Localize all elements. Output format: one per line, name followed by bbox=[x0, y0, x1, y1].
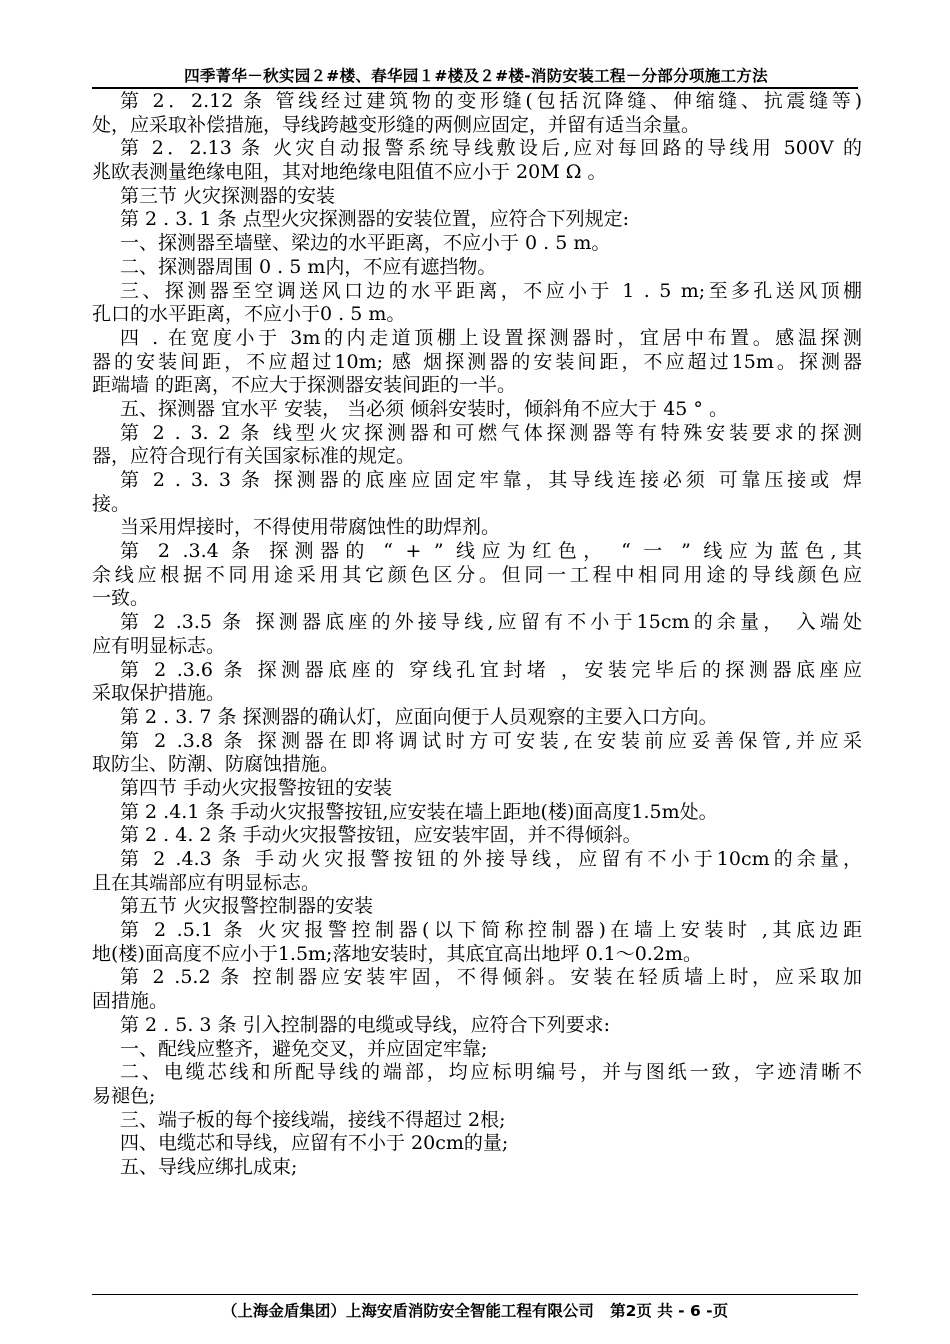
footer-page-info: 第2页 共 - 6 -页 bbox=[610, 1302, 729, 1320]
text-line: 五、探测器 宜水平 安装， 当必须 倾斜安装时，倾斜角不应大于 45 ° 。 bbox=[120, 397, 728, 420]
header-rule bbox=[92, 87, 858, 89]
text-line: 第 2 .3.4 条 探测器的 “ + ” 线应为红色， “ 一 ” 线应为蓝色,其 bbox=[120, 540, 862, 563]
page-footer bbox=[92, 1299, 858, 1321]
text-line: 三、探测器至空调送风口边的水平距离，不应小于 1 . 5 m;至多孔送风顶棚 bbox=[120, 279, 862, 302]
text-line: 应有明显标志。 bbox=[92, 634, 226, 657]
text-line: 第 2 .4.1 条 手动火灾报警按钮,应安装在墙上距地(楼)面高度1.5m处。 bbox=[120, 800, 718, 823]
page-header: 四季菁华－秋实园２#楼、春华园１#楼及２#楼-消防安装工程－分部分项施工方法 bbox=[184, 67, 768, 85]
text-line: 第 2 .4.3 条 手动火灾报警按钮的外接导线，应留有不小于10cm的余量， bbox=[120, 848, 862, 870]
text-line: 兆欧表测量绝缘电阻，其对地绝缘电阻值不应小于 20M Ω 。 bbox=[92, 161, 607, 184]
text-line: 处，应采取补偿措施，导线跨越变形缝的两侧应固定，并留有适当余量。 bbox=[92, 113, 701, 136]
text-line: 余线应根据不同用途采用其它颜色区分。但同一工程中相同用途的导线颜色应 bbox=[92, 563, 862, 586]
text-line: 固措施。 bbox=[92, 990, 169, 1013]
text-line: 一、探测器至墙壁、梁边的水平距离，不应小于 0 . 5 m。 bbox=[120, 232, 611, 255]
text-line: 一致。 bbox=[92, 587, 150, 610]
document-body bbox=[92, 90, 862, 1180]
text-line: 第 2 . 3. 2 条 线型火灾探测器和可燃气体探测器等有特殊安装要求的探测 bbox=[120, 421, 862, 444]
text-line: 第 2．2.12 条 管线经过建筑物的变形缝(包括沉降缝、伸缩缝、抗震缝等) bbox=[120, 90, 862, 112]
text-line: 地(楼)面高度不应小于1.5m;落地安装时，其底宜高出地坪 0.1～0.2m。 bbox=[92, 942, 702, 965]
text-line: 第 2 .3.5 条 探测器底座的外接导线,应留有不小于15cm的余量， 入端处 bbox=[120, 611, 862, 634]
text-line: 第 2 . 3. 7 条 探测器的确认灯，应面向便于人员观察的主要入口方向。 bbox=[120, 705, 718, 728]
text-line: 器，应符合现行有关国家标准的规定。 bbox=[92, 445, 416, 468]
text-line: 五、导线应绑扎成束; bbox=[120, 1155, 298, 1178]
text-line: 器的安装间距，不应超过10m; 感 烟探测器的安装间距，不应超过15m。探测器 bbox=[92, 350, 862, 373]
text-line: 距端墙 的距离，不应大于探测器安装间距的一半。 bbox=[92, 374, 517, 397]
text-line: 三、端子板的每个接线端，接线不得超过 2根; bbox=[120, 1108, 506, 1131]
text-line: 且在其端部应有明显标志。 bbox=[92, 871, 321, 894]
text-line: 第 2 .3.6 条 探测器底座的 穿线孔宜封堵 ，安装完毕后的探测器底座应 bbox=[120, 658, 862, 681]
text-line: 第五节 火灾报警控制器的安装 bbox=[120, 895, 374, 918]
text-line: 接。 bbox=[92, 492, 131, 515]
text-line: 四 . 在宽度小于 3m的内走道顶棚上设置探测器时，宜居中布置。感温探测 bbox=[120, 326, 862, 349]
text-line: 第三节 火灾探测器的安装 bbox=[120, 184, 336, 207]
footer-rule bbox=[92, 1294, 858, 1295]
text-line: 第 2 .3.8 条 探测器在即将调试时方可安装,在安装前应妥善保管,并应采 bbox=[120, 729, 862, 752]
text-line: 第 2 .5.1 条 火灾报警控制器(以下简称控制器)在墙上安装时 ,其底边距 bbox=[120, 919, 862, 942]
text-line: 取防尘、防潮、防腐蚀措施。 bbox=[92, 753, 340, 776]
text-line: 孔口的水平距离，不应小于0 . 5 m。 bbox=[92, 303, 406, 326]
footer-company: （上海金盾集团）上海安盾消防安全智能工程有限公司 bbox=[221, 1302, 594, 1320]
text-line: 第四节 手动火灾报警按钮的安装 bbox=[120, 776, 393, 799]
text-line: 第 2 . 5. 3 条 引入控制器的电缆或导线，应符合下列要求: bbox=[120, 1013, 610, 1036]
text-line: 当采用焊接时，不得使用带腐蚀性的助焊剂。 bbox=[120, 516, 501, 539]
text-line: 第 2 . 3. 1 条 点型火灾探测器的安装位置，应符合下列规定: bbox=[120, 208, 629, 231]
text-line: 第 2．2.13 条 火灾自动报警系统导线敷设后,应对每回路的导线用 500V 的 bbox=[120, 137, 862, 160]
text-line: 一、配线应整齐，避免交叉，并应固定牢靠; bbox=[120, 1037, 488, 1060]
text-line: 四、电缆芯和导线，应留有不小于 20cm的量; bbox=[120, 1132, 509, 1155]
text-line: 第 2 .5.2 条 控制器应安装牢固，不得倾斜。安装在轻质墙上时，应采取加 bbox=[120, 966, 862, 989]
text-line: 二、电缆芯线和所配导线的端部，均应标明编号，并与图纸一致，字迹清晰不 bbox=[120, 1061, 862, 1084]
text-line: 采取保护措施。 bbox=[92, 682, 226, 705]
text-line: 二、探测器周围 0 . 5 m内，不应有遮挡物。 bbox=[120, 255, 497, 278]
text-line: 第 2 . 4. 2 条 手动火灾报警按钮，应安装牢固，并不得倾斜。 bbox=[120, 824, 642, 847]
text-line: 第 2 . 3. 3 条 探测器的底座应固定牢靠，其导线连接必须 可靠压接或 焊 bbox=[120, 469, 862, 491]
text-line: 易褪色; bbox=[92, 1084, 156, 1107]
